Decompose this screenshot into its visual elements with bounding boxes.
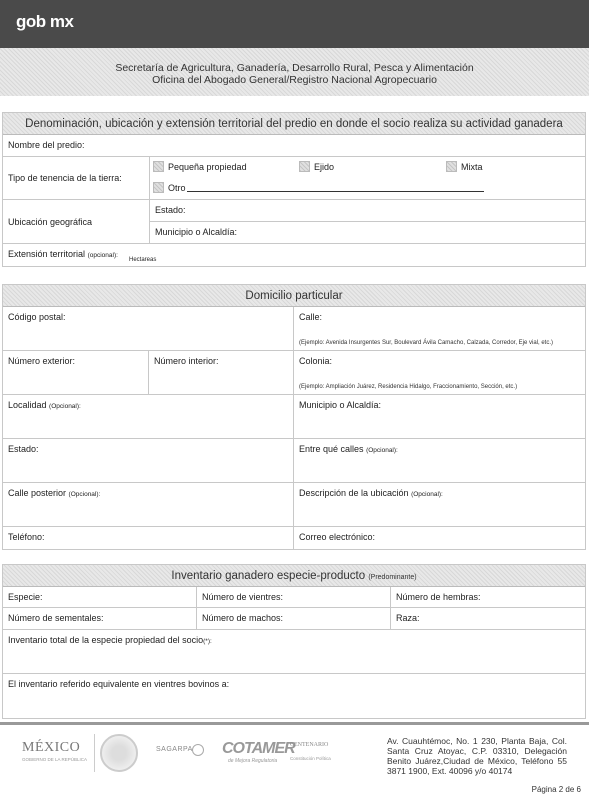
logo-divider (94, 734, 95, 772)
domicilio-section-title: Domicilio particular (3, 285, 585, 307)
footer (0, 726, 589, 784)
codigo-postal-field[interactable]: Código postal: (8, 312, 66, 322)
calle-example: (Ejemplo: Avenida Insurgentes Sur, Boulevard Ávila Camacho, Calzada, Corredor, Eje vial, etc.) (299, 340, 554, 346)
pequena-propiedad-option[interactable]: Pequeña propiedad (153, 161, 247, 172)
page-number: Página 2 de 6 (531, 785, 581, 794)
otro-checkbox[interactable] (153, 182, 164, 193)
mixta-option[interactable]: Mixta (446, 161, 483, 172)
ejido-option[interactable]: Ejido (299, 161, 334, 172)
mixta-checkbox[interactable] (446, 161, 457, 172)
hectareas-label: Hectareas (129, 257, 157, 263)
num-exterior-field[interactable]: Número exterior: (8, 356, 76, 366)
agency-name: Secretaría de Agricultura, Ganadería, Desarrollo Rural, Pesca y Alimentación (115, 62, 474, 74)
nombre-predio-field[interactable]: Nombre del predio: (8, 140, 85, 150)
especie-field[interactable]: Especie: (8, 592, 43, 602)
colonia-field[interactable]: Colonia: (299, 356, 333, 366)
num-interior-field[interactable]: Número interior: (154, 356, 219, 366)
num-sementales-field[interactable]: Número de sementales: (8, 613, 104, 623)
telefono-field[interactable]: Teléfono: (8, 532, 45, 542)
domicilio-section (2, 284, 586, 550)
mexico-logo-sub: GOBIERNO DE LA REPÚBLICA (22, 757, 88, 762)
inventario-section-title: Inventario ganadero especie-producto (Predominante) (3, 565, 585, 587)
tipo-tenencia-label: Tipo de tenencia de la tierra: (8, 173, 122, 183)
municipio-field[interactable]: Municipio o Alcaldía: (155, 227, 238, 237)
calle-field[interactable]: Calle: (299, 312, 323, 322)
mexico-logo: MÉXICO (22, 740, 81, 755)
gobmx-logo: gob mx (16, 12, 74, 31)
entre-calles-field[interactable]: Entre qué calles (Opcional): (299, 444, 398, 454)
estado-domicilio-field[interactable]: Estado: (8, 444, 39, 454)
national-seal-icon (100, 734, 138, 772)
num-vientres-field[interactable]: Número de vientres: (202, 592, 284, 602)
centenario-logo-sub: Constitución Política (290, 756, 331, 761)
agency-header (0, 48, 589, 96)
inventario-section (2, 564, 586, 719)
num-machos-field[interactable]: Número de machos: (202, 613, 284, 623)
correo-field[interactable]: Correo electrónico: (299, 532, 376, 542)
footer-divider (0, 722, 589, 725)
otro-option[interactable]: Otro (153, 182, 484, 193)
otro-input-line[interactable] (187, 183, 484, 192)
predio-section (2, 112, 586, 267)
extension-field[interactable]: Extensión territorial (opcional): (8, 249, 118, 259)
top-bar (0, 0, 589, 48)
inventario-bovinos-field[interactable]: El inventario referido equivalente en vientres bovinos a: (8, 679, 230, 689)
predio-section-title: Denominación, ubicación y extensión territorial del predio en donde el socio realiza su actividad ganadera (3, 113, 585, 135)
raza-field[interactable]: Raza: (396, 613, 420, 623)
localidad-field[interactable]: Localidad (Opcional): (8, 400, 81, 410)
sagarpa-seal-icon (192, 744, 204, 756)
cotamer-logo-sub: de Mejora Regulatoria (228, 758, 278, 764)
colonia-example: (Ejemplo: Ampliación Juárez, Residencia Hidalgo, Fraccionamiento, Sección, etc.) (299, 384, 518, 390)
cotamer-logo: COTAMER (222, 740, 295, 757)
municipio-alcaldia-field[interactable]: Municipio o Alcaldía: (299, 400, 382, 410)
centenario-logo: CENTENARIO (290, 742, 329, 748)
calle-posterior-field[interactable]: Calle posterior (Opcional): (8, 488, 101, 498)
inventario-total-field[interactable]: Inventario total de la especie propiedad del socio(*): (8, 635, 212, 645)
num-hembras-field[interactable]: Número de hembras: (396, 592, 481, 602)
descripcion-ubicacion-field[interactable]: Descripción de la ubicación (Opcional): (299, 488, 443, 498)
ejido-checkbox[interactable] (299, 161, 310, 172)
ubicacion-label: Ubicación geográfica (8, 216, 93, 227)
office-address: Av. Cuauhtémoc, No. 1 230, Planta Baja, Col. Santa Cruz Atoyac, C.P. 03310, Delegación Benito Juárez,Ciudad de México, Teléfono 55 3871 1900, Ext. 40096 y/o 40174 (387, 736, 567, 776)
office-name: Oficina del Abogado General/Registro Nacional Agropecuario (152, 74, 437, 86)
pequena-propiedad-checkbox[interactable] (153, 161, 164, 172)
estado-field[interactable]: Estado: (155, 205, 186, 215)
sagarpa-logo: SAGARPA (156, 746, 193, 753)
